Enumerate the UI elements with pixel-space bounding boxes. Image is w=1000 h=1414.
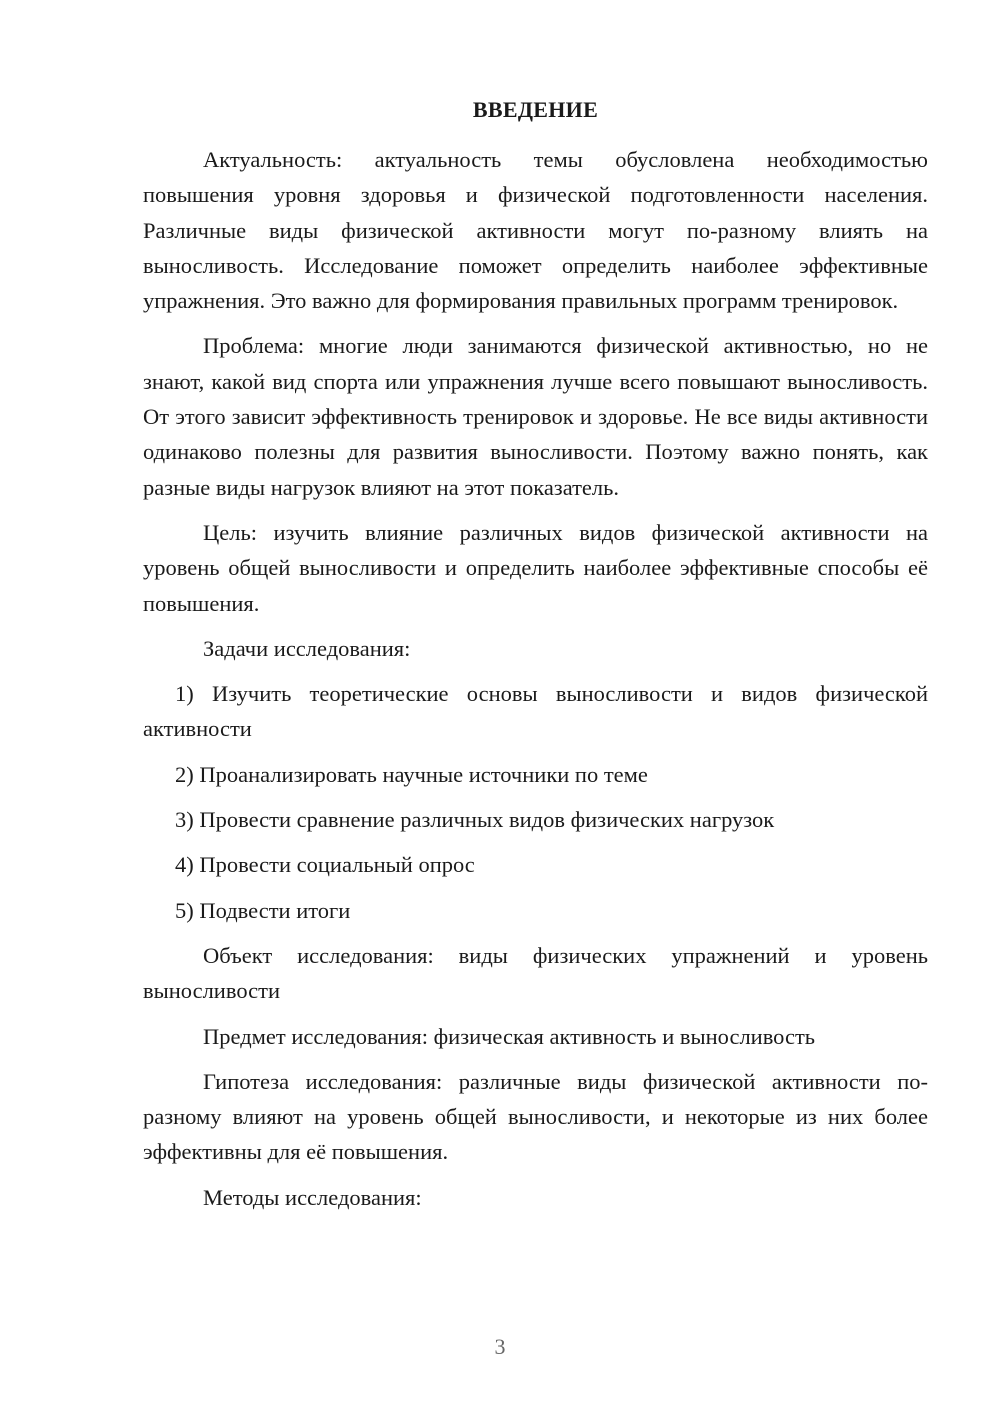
section-title: ВВЕДЕНИЕ bbox=[472, 97, 599, 122]
task-item: 1) Изучить теоретические основы выносливости и видов физической активности bbox=[143, 681, 928, 742]
page-number: 3 bbox=[494, 1334, 506, 1359]
paragraph-relevance: Актуальность: актуальность темы обусловлена необходимостью повышения уровня здоровья и физической подготовленности населения. Различные виды физической активности могут по-разному влиять на выносливость. Исследование поможет определить наиболее эффективные упражнения. Это важно для формирования правильных программ тренировок. bbox=[143, 147, 928, 314]
paragraph-goal: Цель: изучить влияние различных видов физической активности на уровень общей выносливости и определить наиболее эффективные способы её повышения. bbox=[143, 519, 928, 616]
task-item: 5) Подвести итоги bbox=[175, 897, 351, 923]
paragraph-object: Объект исследования: виды физических упражнений и уровень выносливости bbox=[143, 942, 928, 1004]
paragraph-problem: Проблема: многие люди занимаются физической активностью, но не знают, какой вид спорта или упражнения лучше всего повышают выносливость. От этого зависит эффективность тренировок и здоровье. Не все виды активности одинаково полезны для развития выносливости. Поэтому важно понять, как разные виды нагрузок влияют на этот показатель. bbox=[143, 333, 928, 500]
paragraph-hypothesis: Гипотеза исследования: различные виды физической активности по-разному влияют на уровень общей выносливости, и некоторые из них более эффективны для её повышения. bbox=[143, 1068, 928, 1165]
body-text bbox=[143, 142, 928, 1225]
methods-heading: Методы исследования: bbox=[203, 1184, 422, 1210]
task-item: 4) Провести социальный опрос bbox=[175, 852, 475, 878]
tasks-heading: Задачи исследования: bbox=[203, 635, 411, 661]
task-item: 3) Провести сравнение различных видов физических нагрузок bbox=[175, 807, 775, 833]
paragraph-subject: Предмет исследования: физическая активность и выносливость bbox=[203, 1023, 816, 1049]
task-item: 2) Проанализировать научные источники по теме bbox=[175, 761, 648, 787]
